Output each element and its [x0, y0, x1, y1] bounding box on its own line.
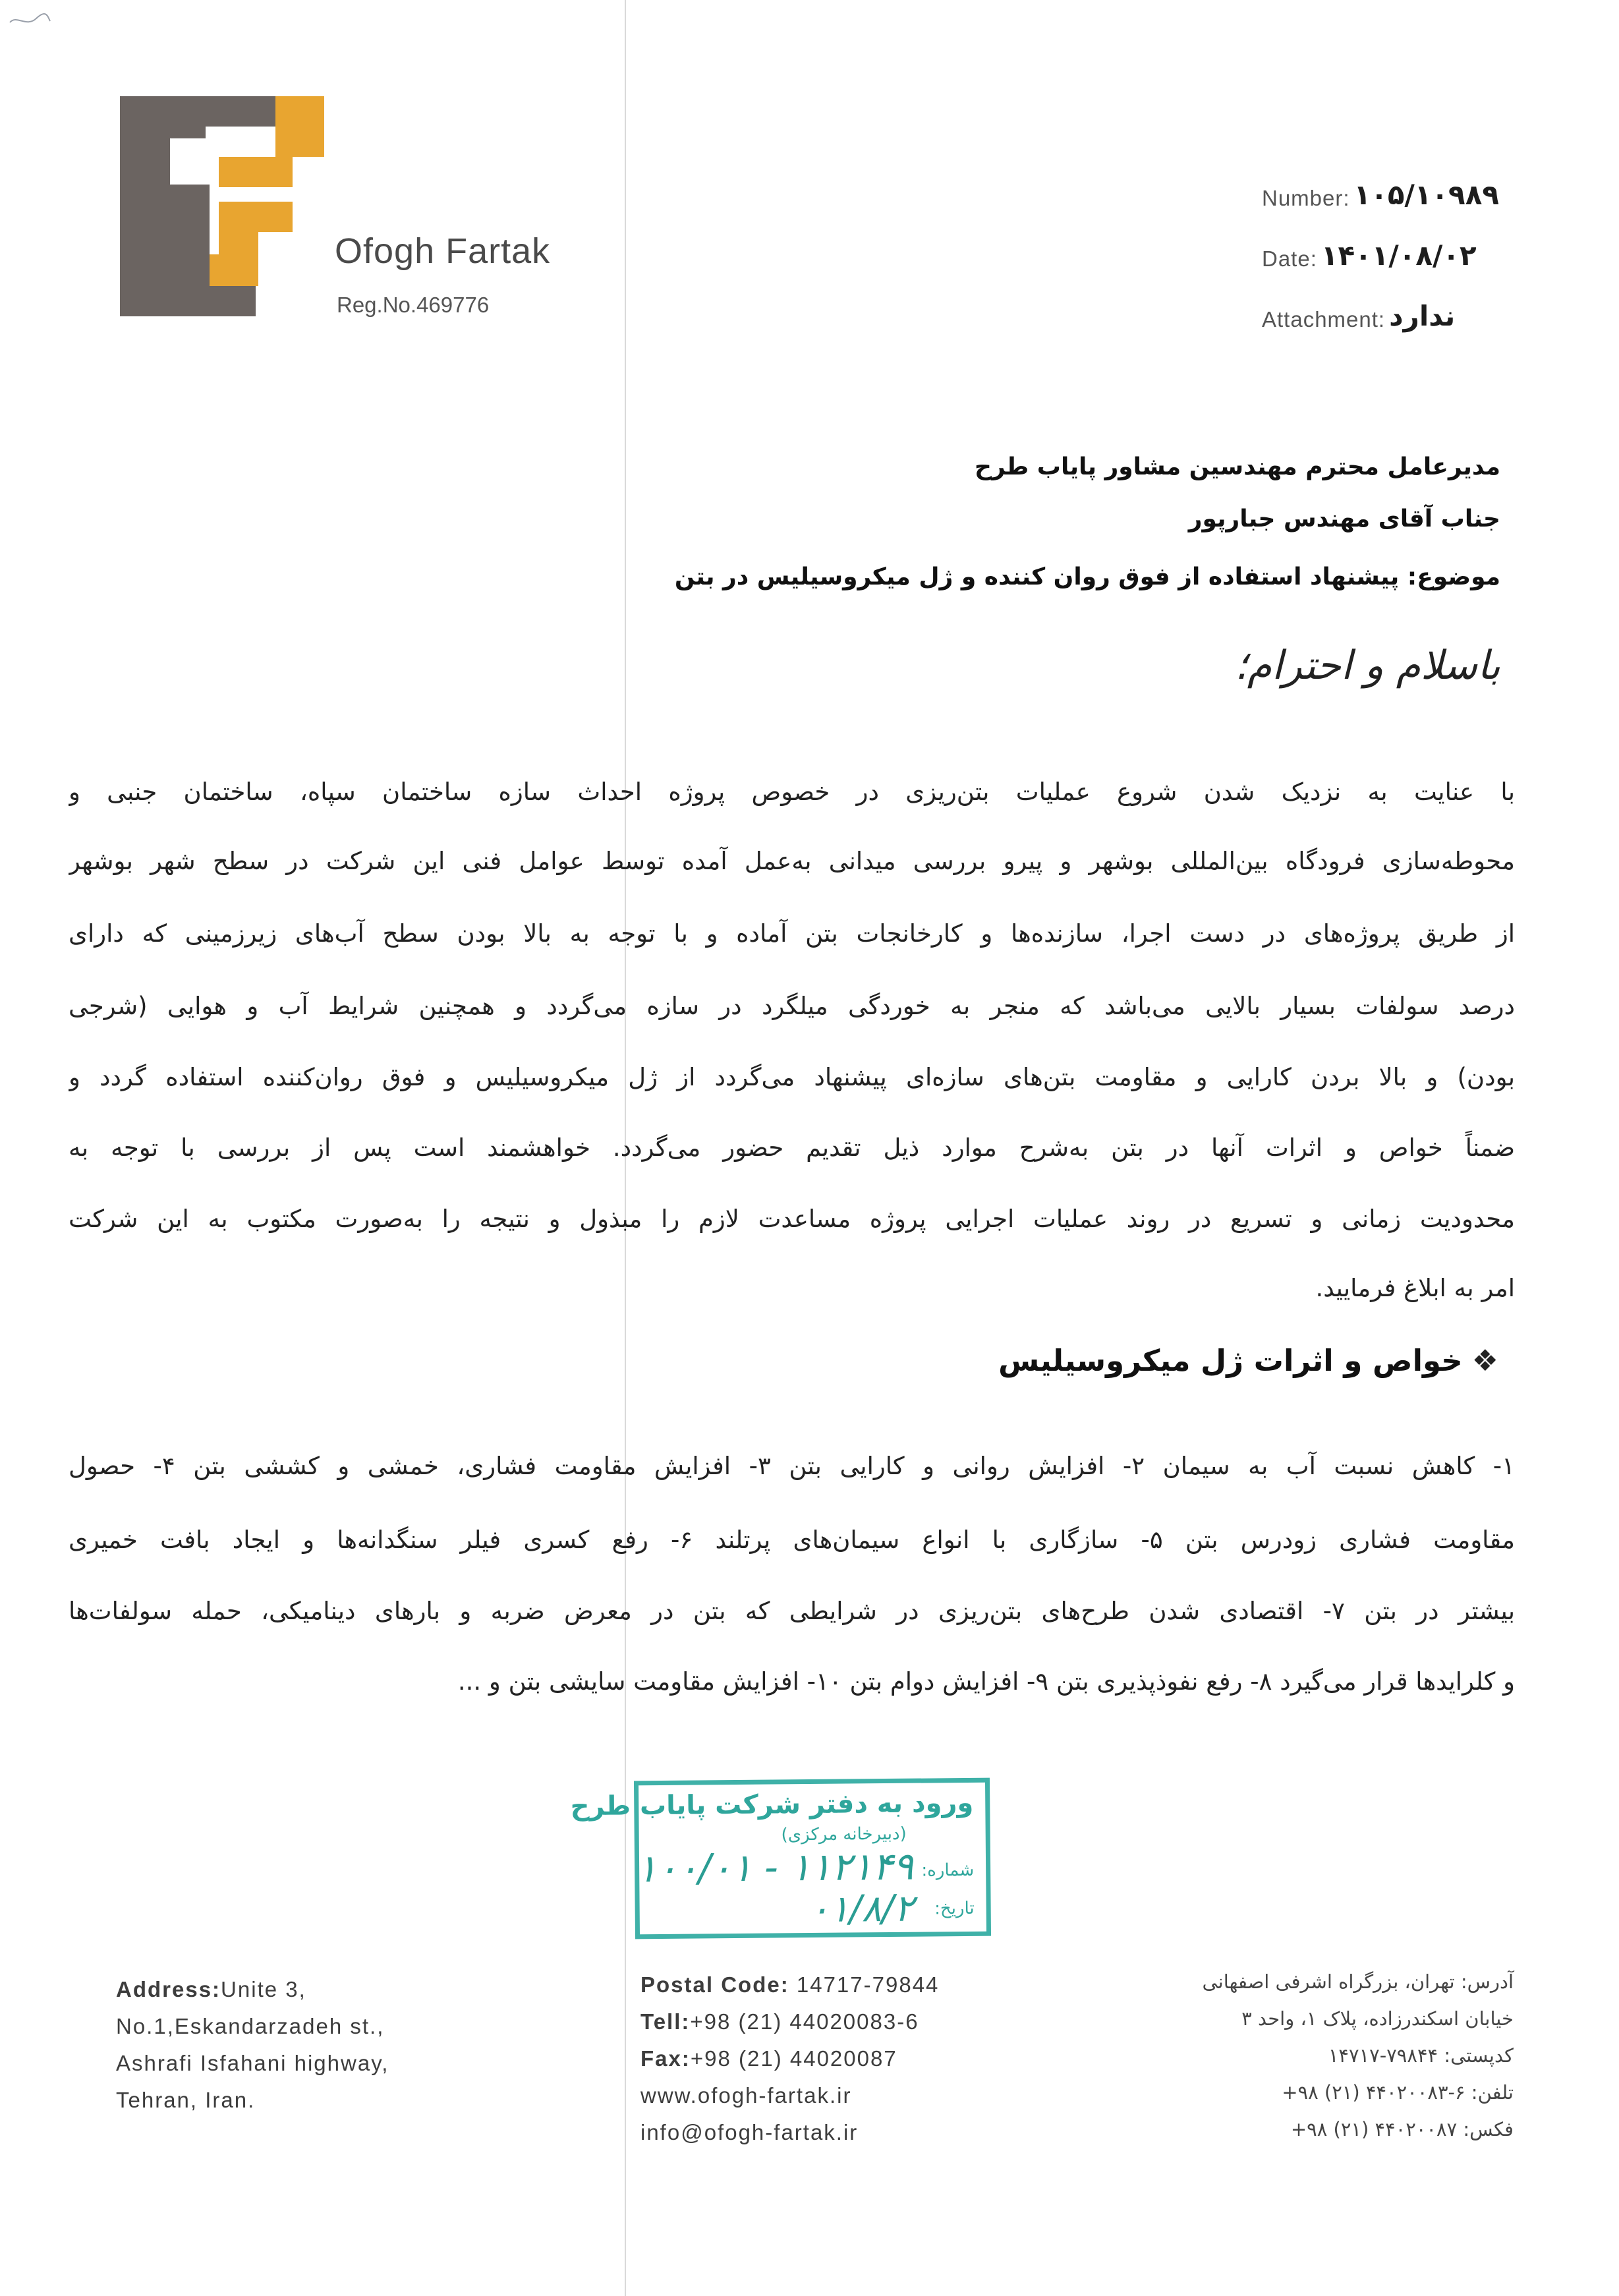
footer-address-line — [116, 1977, 538, 2014]
footer-address-en — [116, 1977, 538, 2125]
letter-meta — [1262, 150, 1578, 332]
registration-number: Reg.No.469776 — [337, 293, 490, 317]
body-line: محدودیت زمانی و تسریع در روند عملیات اجرایی پروژه مساعدت لازم را مبذول و نتیجه را به‌صورت مکتوب به این شرکت — [69, 1205, 1515, 1233]
properties-line: بیشتر در بتن ۷- اقتصادی شدن طرح‌های بتن‌ریزی در شرایطی که بتن در معرض ضربه و بارهای دینامیکی، حمله سولفات‌ها — [69, 1597, 1515, 1625]
stamp-number-label: شماره: — [921, 1860, 975, 1881]
body-line: محوطه‌سازی فرودگاه بین‌المللی بوشهر و پیرو بررسی میدانی به‌عمل آمده توسط عوامل فنی این شرکت در سطح شهر بوشهر — [69, 847, 1515, 875]
fa-footer-line: تلفن: ۶-۴۴۰۲۰۰۸۳ (۲۱) ۹۸+ — [1282, 2081, 1514, 2104]
section-title — [708, 1343, 1498, 1378]
attachment-label: Attachment: — [1262, 307, 1386, 331]
footer-contact — [640, 1972, 1049, 2157]
properties-line: مقاومت فشاری زودرس بتن ۵- سازگاری با انواع سیمان‌های پرتلند ۶- رفع کسری فیلر سنگدانه‌ها و ایجاد بافت خمیری — [69, 1526, 1515, 1554]
tel-row — [640, 2009, 1049, 2046]
body-line: از طریق پروژه‌های در دست اجرا، سازنده‌ها و کارخانجات بتن آماده و با توجه به بالا بودن سطح آب‌های زیرزمینی که دارای — [69, 919, 1515, 948]
address-line-2: No.1,Eskandarzadeh st., — [116, 2014, 385, 2038]
received-stamp — [570, 1778, 991, 1939]
recipient-line-1: مدیرعامل محترم مهندسین مشاور پایاب طرح — [975, 453, 1500, 480]
stamp-title: ورود به دفتر شرکت پایاب طرح — [570, 1787, 974, 1822]
properties-line: و کلرایدها قرار می‌گیرد ۸- رفع نفوذپذیری بتن ۹- افزایش دوام بتن ۱۰- افزایش مقاومت سایشی بتن و ... — [457, 1667, 1515, 1696]
number-label: Number: — [1262, 186, 1350, 210]
fa-footer-line: آدرس: تهران، بزرگراه اشرفی اصفهانی — [1202, 1970, 1514, 1993]
stamp-date-label: تاریخ: — [934, 1898, 975, 1919]
postal-value: 14717-79844 — [796, 1972, 940, 1997]
properties-line: ۱- کاهش نسبت آب به سیمان ۲- افزایش روانی و کارایی بتن ۳- افزایش مقاومت فشاری، خمشی و کششی بتن ۴- حصول — [69, 1452, 1515, 1480]
tel-value: +98 (21) 44020083-6 — [690, 2009, 919, 2034]
fa-footer-line: فکس: ۴۴۰۲۰۰۸۷ (۲۱) ۹۸+ — [1290, 2118, 1514, 2140]
scan-mark — [7, 9, 53, 29]
footer-address-fa — [1052, 1970, 1514, 2155]
section-title-text: خواص و اثرات ژل میکروسیلیس — [998, 1343, 1463, 1378]
attachment-value: ندارد — [1389, 300, 1456, 332]
postal-label: Postal Code: — [640, 1972, 789, 1997]
address-line-1: Unite 3, — [221, 1977, 306, 2001]
address-label: Address: — [116, 1977, 221, 2001]
fax-value: +98 (21) 44020087 — [690, 2046, 897, 2071]
fa-footer-line: کدپستی: ۷۹۸۴۴-۱۴۷۱۷ — [1328, 2044, 1514, 2067]
body-line: بودن) و بالا بردن کارایی و مقاومت بتن‌های سازه‌ای پیشنهاد می‌گردد از ژل میکروسیلیس و فوق روان‌کننده استفاده گردد و — [69, 1063, 1515, 1091]
address-line-4: Tehran, Iran. — [116, 2088, 256, 2112]
fa-footer-line: خیابان اسکندرزاده، پلاک ۱، واحد ۳ — [1241, 2007, 1514, 2030]
salutation: باسلام و احترام؛ — [1234, 643, 1500, 689]
postal-row — [640, 1972, 1049, 2009]
address-line-3: Ashrafi Isfahani highway, — [116, 2051, 389, 2075]
stamp-subtitle: (دبیرخانه مرکزی) — [781, 1823, 907, 1845]
body-line: درصد سولفات بسیار بالایی می‌باشد که منجر به خوردگی میلگرد در سازه می‌گردد و همچنین شرایط آب و هوایی (شرجی — [69, 992, 1515, 1020]
body-line: امر به ابلاغ فرمایید. — [1315, 1274, 1515, 1302]
tel-label: Tell: — [640, 2009, 691, 2034]
meta-number-row — [1262, 150, 1578, 211]
stamp-number: ۱۰۰/۰۱ - ۱۱۲۱۴۹ — [636, 1843, 914, 1891]
website-link[interactable]: www.ofogh-fartak.ir — [640, 2083, 852, 2108]
subject-line: موضوع: پیشنهاد استفاده از فوق روان کننده و ژل میکروسیلیس در بتن — [674, 563, 1500, 590]
meta-attachment-row — [1262, 272, 1578, 332]
date-label: Date: — [1262, 246, 1317, 271]
number-value: ۱۰۵/۱۰۹۸۹ — [1353, 179, 1499, 211]
diamond-bullet-icon: ❖ — [1471, 1343, 1498, 1378]
body-line: با عنایت به نزدیک شدن شروع عملیات بتن‌ریزی در خصوص پروژه احداث سازه ساختمان سپاه، ساختمان جنبی و — [69, 778, 1515, 806]
stamp-date: ۰۱/۸/۲ — [809, 1887, 914, 1932]
body-line: ضمناً خواص و اثرات آنها در بتن به‌شرح موارد ذیل تقدیم حضور می‌گردد. خواهشمند است پس از بررسی با توجه به — [69, 1134, 1515, 1162]
company-logo — [120, 96, 324, 316]
recipient-line-2: جناب آقای مهندس جبارپور — [1188, 505, 1500, 532]
fax-row — [640, 2046, 1049, 2083]
date-value: ۱۴۰۱/۰۸/۰۲ — [1321, 239, 1477, 272]
brand-name: Ofogh Fartak — [335, 231, 551, 271]
fax-label: Fax: — [640, 2046, 691, 2071]
meta-date-row — [1262, 211, 1578, 272]
email-link[interactable]: info@ofogh-fartak.ir — [640, 2120, 859, 2144]
